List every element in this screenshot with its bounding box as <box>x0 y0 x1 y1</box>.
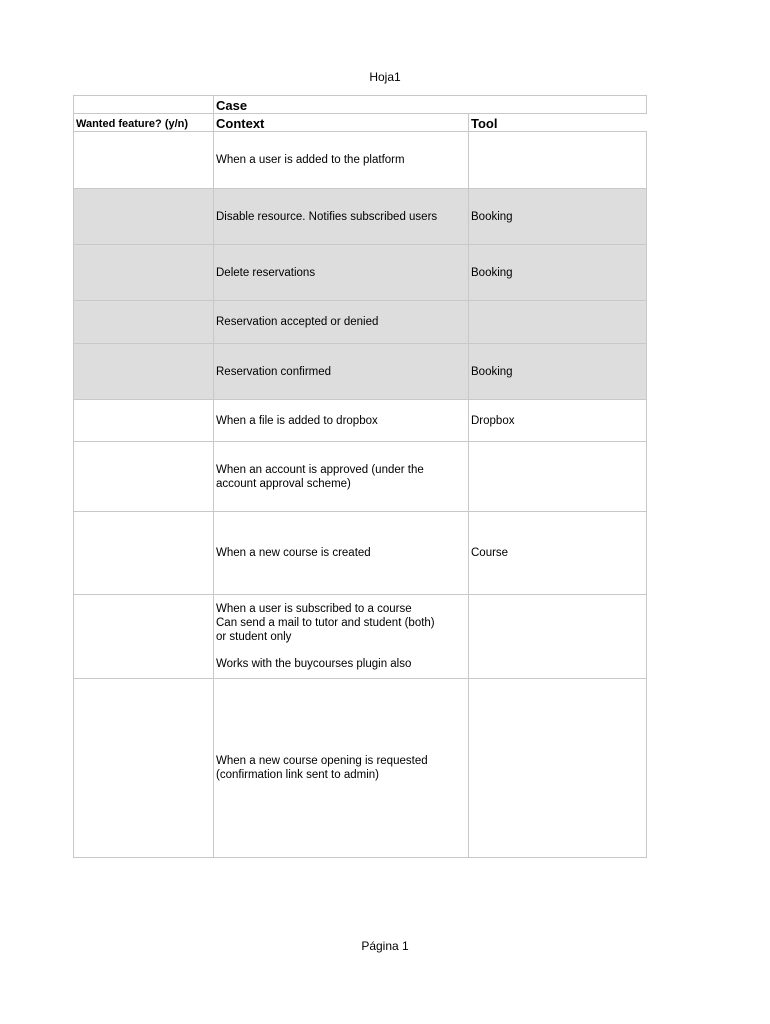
context-cell <box>214 189 469 245</box>
table-row <box>74 344 647 400</box>
context-line: (confirmation link sent to admin) <box>216 769 379 781</box>
tool-cell <box>469 301 647 344</box>
header-row <box>74 114 647 132</box>
context-cell <box>214 512 469 595</box>
header-row-case <box>74 96 647 114</box>
context-line: Delete reservations <box>216 266 316 279</box>
context-line: When a file is added to dropbox <box>216 414 378 427</box>
context-line: When a user is subscribed to a course <box>216 603 412 615</box>
wanted-feature-cell[interactable] <box>74 595 214 679</box>
tool-cell: Dropbox <box>469 400 647 442</box>
tool-cell: Booking <box>469 189 647 245</box>
wanted-feature-cell[interactable] <box>74 245 214 301</box>
wanted-feature-cell[interactable] <box>74 301 214 344</box>
context-header: Context <box>214 114 469 132</box>
table-row <box>74 189 647 245</box>
table-row <box>74 595 647 679</box>
context-line: Disable resource. Notifies subscribed users <box>216 210 438 223</box>
context-line: account approval scheme) <box>216 477 351 490</box>
context-line <box>216 644 466 657</box>
context-cell <box>214 400 469 442</box>
tool-cell: Booking <box>469 245 647 301</box>
table-row <box>74 512 647 595</box>
context-cell <box>214 301 469 344</box>
context-cell <box>214 595 469 679</box>
tool-cell <box>469 132 647 189</box>
context-cell <box>214 679 469 858</box>
wanted-feature-cell[interactable] <box>74 512 214 595</box>
tool-cell <box>469 595 647 679</box>
context-line: When a new course is created <box>216 547 371 559</box>
context-cell <box>214 344 469 400</box>
context-line: When an account is approved (under the <box>216 463 424 476</box>
context-cell <box>214 442 469 512</box>
context-cell <box>214 245 469 301</box>
wanted-feature-cell[interactable] <box>74 679 214 858</box>
header-blank-cell <box>74 96 214 114</box>
table-row <box>74 301 647 344</box>
context-line: Reservation confirmed <box>216 365 332 378</box>
wanted-feature-header: Wanted feature? (y/n) <box>74 114 214 132</box>
wanted-feature-cell[interactable] <box>74 442 214 512</box>
spreadsheet-table <box>73 95 647 858</box>
tool-cell: Booking <box>469 344 647 400</box>
context-line: or student only <box>216 631 292 643</box>
table-row <box>74 245 647 301</box>
context-cell <box>214 132 469 189</box>
page-footer: Página 1 <box>361 939 409 953</box>
case-header: Case <box>214 96 647 114</box>
context-line: Can send a mail to tutor and student (both) <box>216 617 435 629</box>
wanted-feature-cell[interactable] <box>74 344 214 400</box>
tool-cell: Course <box>469 512 647 595</box>
tool-cell <box>469 679 647 858</box>
context-line: When a user is added to the platform <box>216 154 405 166</box>
context-line: Reservation accepted or denied <box>216 316 379 328</box>
wanted-feature-cell[interactable] <box>74 132 214 189</box>
context-line: Works with the buycourses plugin also <box>216 658 412 670</box>
table-row <box>74 132 647 189</box>
table-row <box>74 679 647 858</box>
table-row <box>74 400 647 442</box>
tool-cell <box>469 442 647 512</box>
wanted-feature-cell[interactable] <box>74 400 214 442</box>
sheet-title: Hoja1 <box>369 70 401 84</box>
tool-header: Tool <box>469 114 647 132</box>
context-line: When a new course opening is requested <box>216 755 428 767</box>
wanted-feature-cell[interactable] <box>74 189 214 245</box>
table-row <box>74 442 647 512</box>
